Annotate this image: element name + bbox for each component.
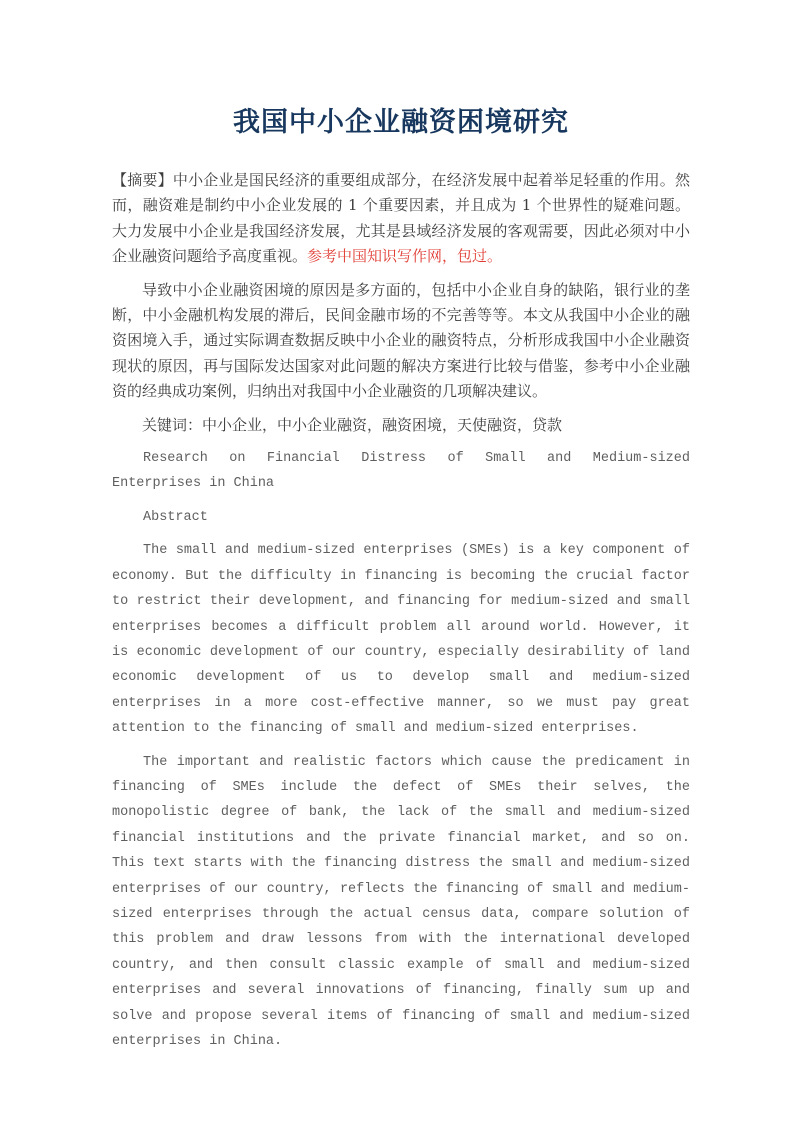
- abstract-paragraph-cn: [112, 168, 690, 270]
- abstract-paragraph-en-2: The important and realistic factors which cause the predicament in financing of SMEs include the defect of SMEs their selves, the monopolistic degree of bank, the lack of the small and medium-sized financial institutions and the private financial market, and so on. This text starts with the financing distress the small and medium-sized enterprises of our country, reflects the financing of small and medium-sized enterprises through the actual census data, compare solution of this problem and draw lessons from with the international developed country, and then consult classic example of small and medium-sized enterprises and several innovations of financing, finally sum up and solve and propose several items of financing of small and medium-sized enterprises in China.: [112, 754, 690, 1049]
- intro-paragraph-cn: 导致中小企业融资困境的原因是多方面的，包括中小企业自身的缺陷，银行业的垄断，中小金融机构发展的滞后，民间金融市场的不完善等等。本文从我国中小企业的融资困境入手，通过实际调查数据反映中小企业的融资特点，分析形成我国中小企业融资现状的原因，再与国际发达国家对此问题的解决方案进行比较与借鉴，参考中小企业融资的经典成功案例，归纳出对我国中小企业融资的几项解决建议。: [112, 280, 690, 401]
- document-title: 我国中小企业融资困境研究: [233, 107, 569, 138]
- document-title-en: Research on Financial Distress of Small and Medium-sized Enterprises in China: [112, 451, 690, 492]
- abstract-paragraph-en-1: The small and medium-sized enterprises (SMEs) is a key component of economy. But the difficulty in financing is becoming the crucial factor to restrict their development, and financing for medium-sized and small enterprises becomes a difficult problem all around world. However, it is economic development of our country, especially desirability of land economic development of us to develop small and medium-sized enterprises in a more cost-effective manner, so we must pay great attention to the financing of small and medium-sized enterprises.: [112, 543, 690, 737]
- abstract-text-cn: 【摘要】中小企业是国民经济的重要组成部分，在经济发展中起着举足轻重的作用。然而，融资难是制约中小企业发展的 1 个重要因素，并且成为 1 个世界性的疑难问题。大力发展中小企业是我国经济发展，尤其是县域经济发展的客观需要，因此必须对中小企业融资问题给予高度重视。: [112, 171, 690, 266]
- writing-site-ad-link[interactable]: 参考中国知识写作网，包过。: [307, 247, 503, 266]
- keywords-line: 关键词：中小企业，中小企业融资，融资困境，天使融资，贷款: [142, 415, 563, 434]
- abstract-label-en: Abstract: [143, 509, 208, 525]
